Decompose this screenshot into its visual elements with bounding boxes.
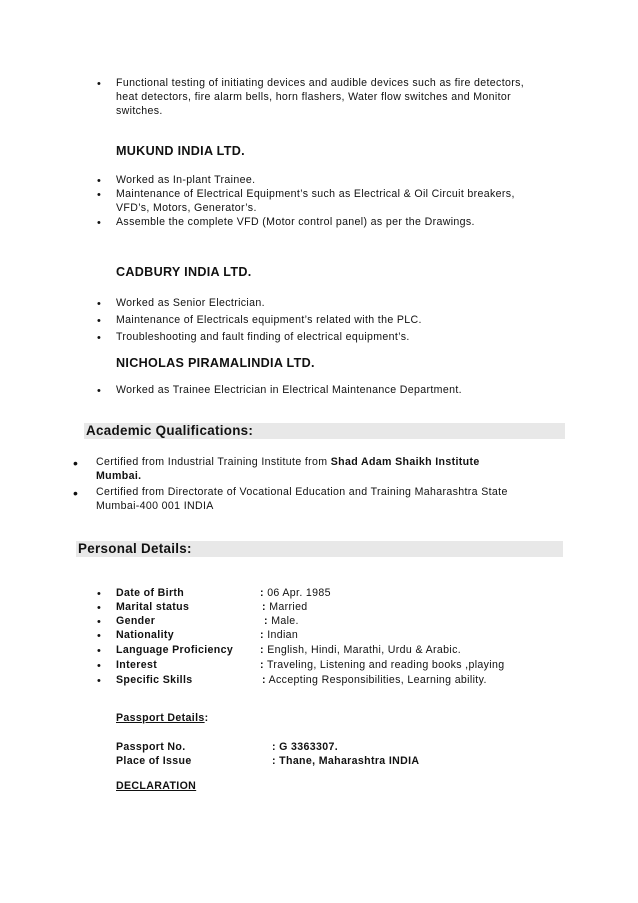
nicholas-bullet-1: Worked as Trainee Electrician in Electrical Maintenance Department. [116, 384, 462, 396]
language-text: English, Hindi, Marathi, Urdu & Arabic. [267, 644, 462, 656]
bullet-dot: • [97, 78, 101, 90]
passport-no-label: Passport No. [116, 741, 186, 753]
cadbury-bullet-2: Maintenance of Electricals equipment’s related with the PLC. [116, 314, 422, 326]
bullet-dot: • [73, 455, 78, 471]
bullet-dot: • [97, 588, 101, 600]
academic-item-1-institute: Shad Adam Shaikh Institute [330, 456, 480, 468]
passport-heading-colon: : [204, 712, 209, 724]
interest-value [260, 659, 505, 673]
separator: : [262, 674, 266, 686]
bullet-dot: • [97, 602, 101, 614]
place-of-issue-label: Place of Issue [116, 755, 192, 767]
academic-item-1-line-2: Mumbai. [96, 470, 142, 482]
bullet-dot: • [97, 175, 101, 187]
skills-label: Specific Skills [116, 674, 193, 686]
marital-text: Married [269, 601, 308, 613]
bullet-dot: • [97, 332, 101, 344]
mukund-bullet-1: Worked as In-plant Trainee. [116, 174, 256, 186]
bullet-dot: • [97, 315, 101, 327]
separator: : [260, 629, 264, 641]
separator: : [262, 601, 266, 613]
academic-item-1-text: Certified from Industrial Training Institute from [96, 456, 331, 468]
declaration-heading: DECLARATION [116, 780, 197, 792]
bullet-dot: • [73, 485, 78, 501]
mukund-bullet-2-line-1: Maintenance of Electrical Equipment’s such as Electrical & Oil Circuit breakers, [116, 188, 515, 200]
marital-value [262, 601, 308, 615]
nationality-value [260, 629, 298, 643]
personal-heading: Personal Details: [76, 541, 563, 557]
interest-text: Traveling, Listening and reading books ,playing [267, 659, 505, 671]
bullet-dot: • [97, 645, 101, 657]
gender-label: Gender [116, 615, 156, 627]
interest-label: Interest [116, 659, 158, 671]
dob-value [260, 587, 331, 601]
top-bullet-line-3: switches. [116, 105, 163, 117]
nationality-label: Nationality [116, 629, 175, 641]
passport-heading-text: Passport Details [116, 712, 205, 724]
bullet-dot: • [97, 217, 101, 229]
skills-value [262, 674, 487, 688]
language-label: Language Proficiency [116, 644, 234, 656]
academic-item-2-line-2: Mumbai-400 001 INDIA [96, 500, 214, 512]
mukund-bullet-2-line-2: VFD’s, Motors, Generator’s. [116, 202, 257, 214]
passport-no-value: : G 3363307. [272, 741, 339, 753]
nationality-text: Indian [267, 629, 299, 641]
separator: : [260, 587, 264, 599]
bullet-dot: • [97, 675, 101, 687]
separator: : [260, 644, 264, 656]
bullet-dot: • [97, 630, 101, 642]
gender-value [264, 615, 299, 629]
skills-text: Accepting Responsibilities, Learning ability. [268, 674, 487, 686]
bullet-dot: • [97, 660, 101, 672]
place-of-issue-value: : Thane, Maharashtra INDIA [272, 755, 420, 767]
cadbury-bullet-3: Troubleshooting and fault finding of electrical equipment’s. [116, 331, 410, 343]
company-cadbury: CADBURY INDIA LTD. [116, 265, 252, 279]
bullet-dot: • [97, 616, 101, 628]
separator: : [264, 615, 268, 627]
bullet-dot: • [97, 298, 101, 310]
company-nicholas: NICHOLAS PIRAMALINDIA LTD. [116, 356, 315, 370]
mukund-bullet-3: Assemble the complete VFD (Motor control panel) as per the Drawings. [116, 216, 475, 228]
academic-heading: Academic Qualifications: [84, 423, 565, 439]
bullet-dot: • [97, 189, 101, 201]
passport-heading [116, 712, 209, 726]
bullet-dot: • [97, 385, 101, 397]
academic-item-1-line-1 [96, 456, 480, 470]
top-bullet-line-1: Functional testing of initiating devices and audible devices such as fire detectors, [116, 77, 525, 89]
language-value [260, 644, 461, 658]
dob-text: 06 Apr. 1985 [267, 587, 331, 599]
separator: : [260, 659, 264, 671]
top-bullet-line-2: heat detectors, fire alarm bells, horn flashers, Water flow switches and Monitor [116, 91, 512, 103]
gender-text: Male. [271, 615, 299, 627]
cadbury-bullet-1: Worked as Senior Electrician. [116, 297, 265, 309]
academic-item-2-line-1: Certified from Directorate of Vocational Education and Training Maharashtra State [96, 486, 508, 498]
company-mukund: MUKUND INDIA LTD. [116, 144, 245, 158]
dob-label: Date of Birth [116, 587, 185, 599]
marital-label: Marital status [116, 601, 190, 613]
